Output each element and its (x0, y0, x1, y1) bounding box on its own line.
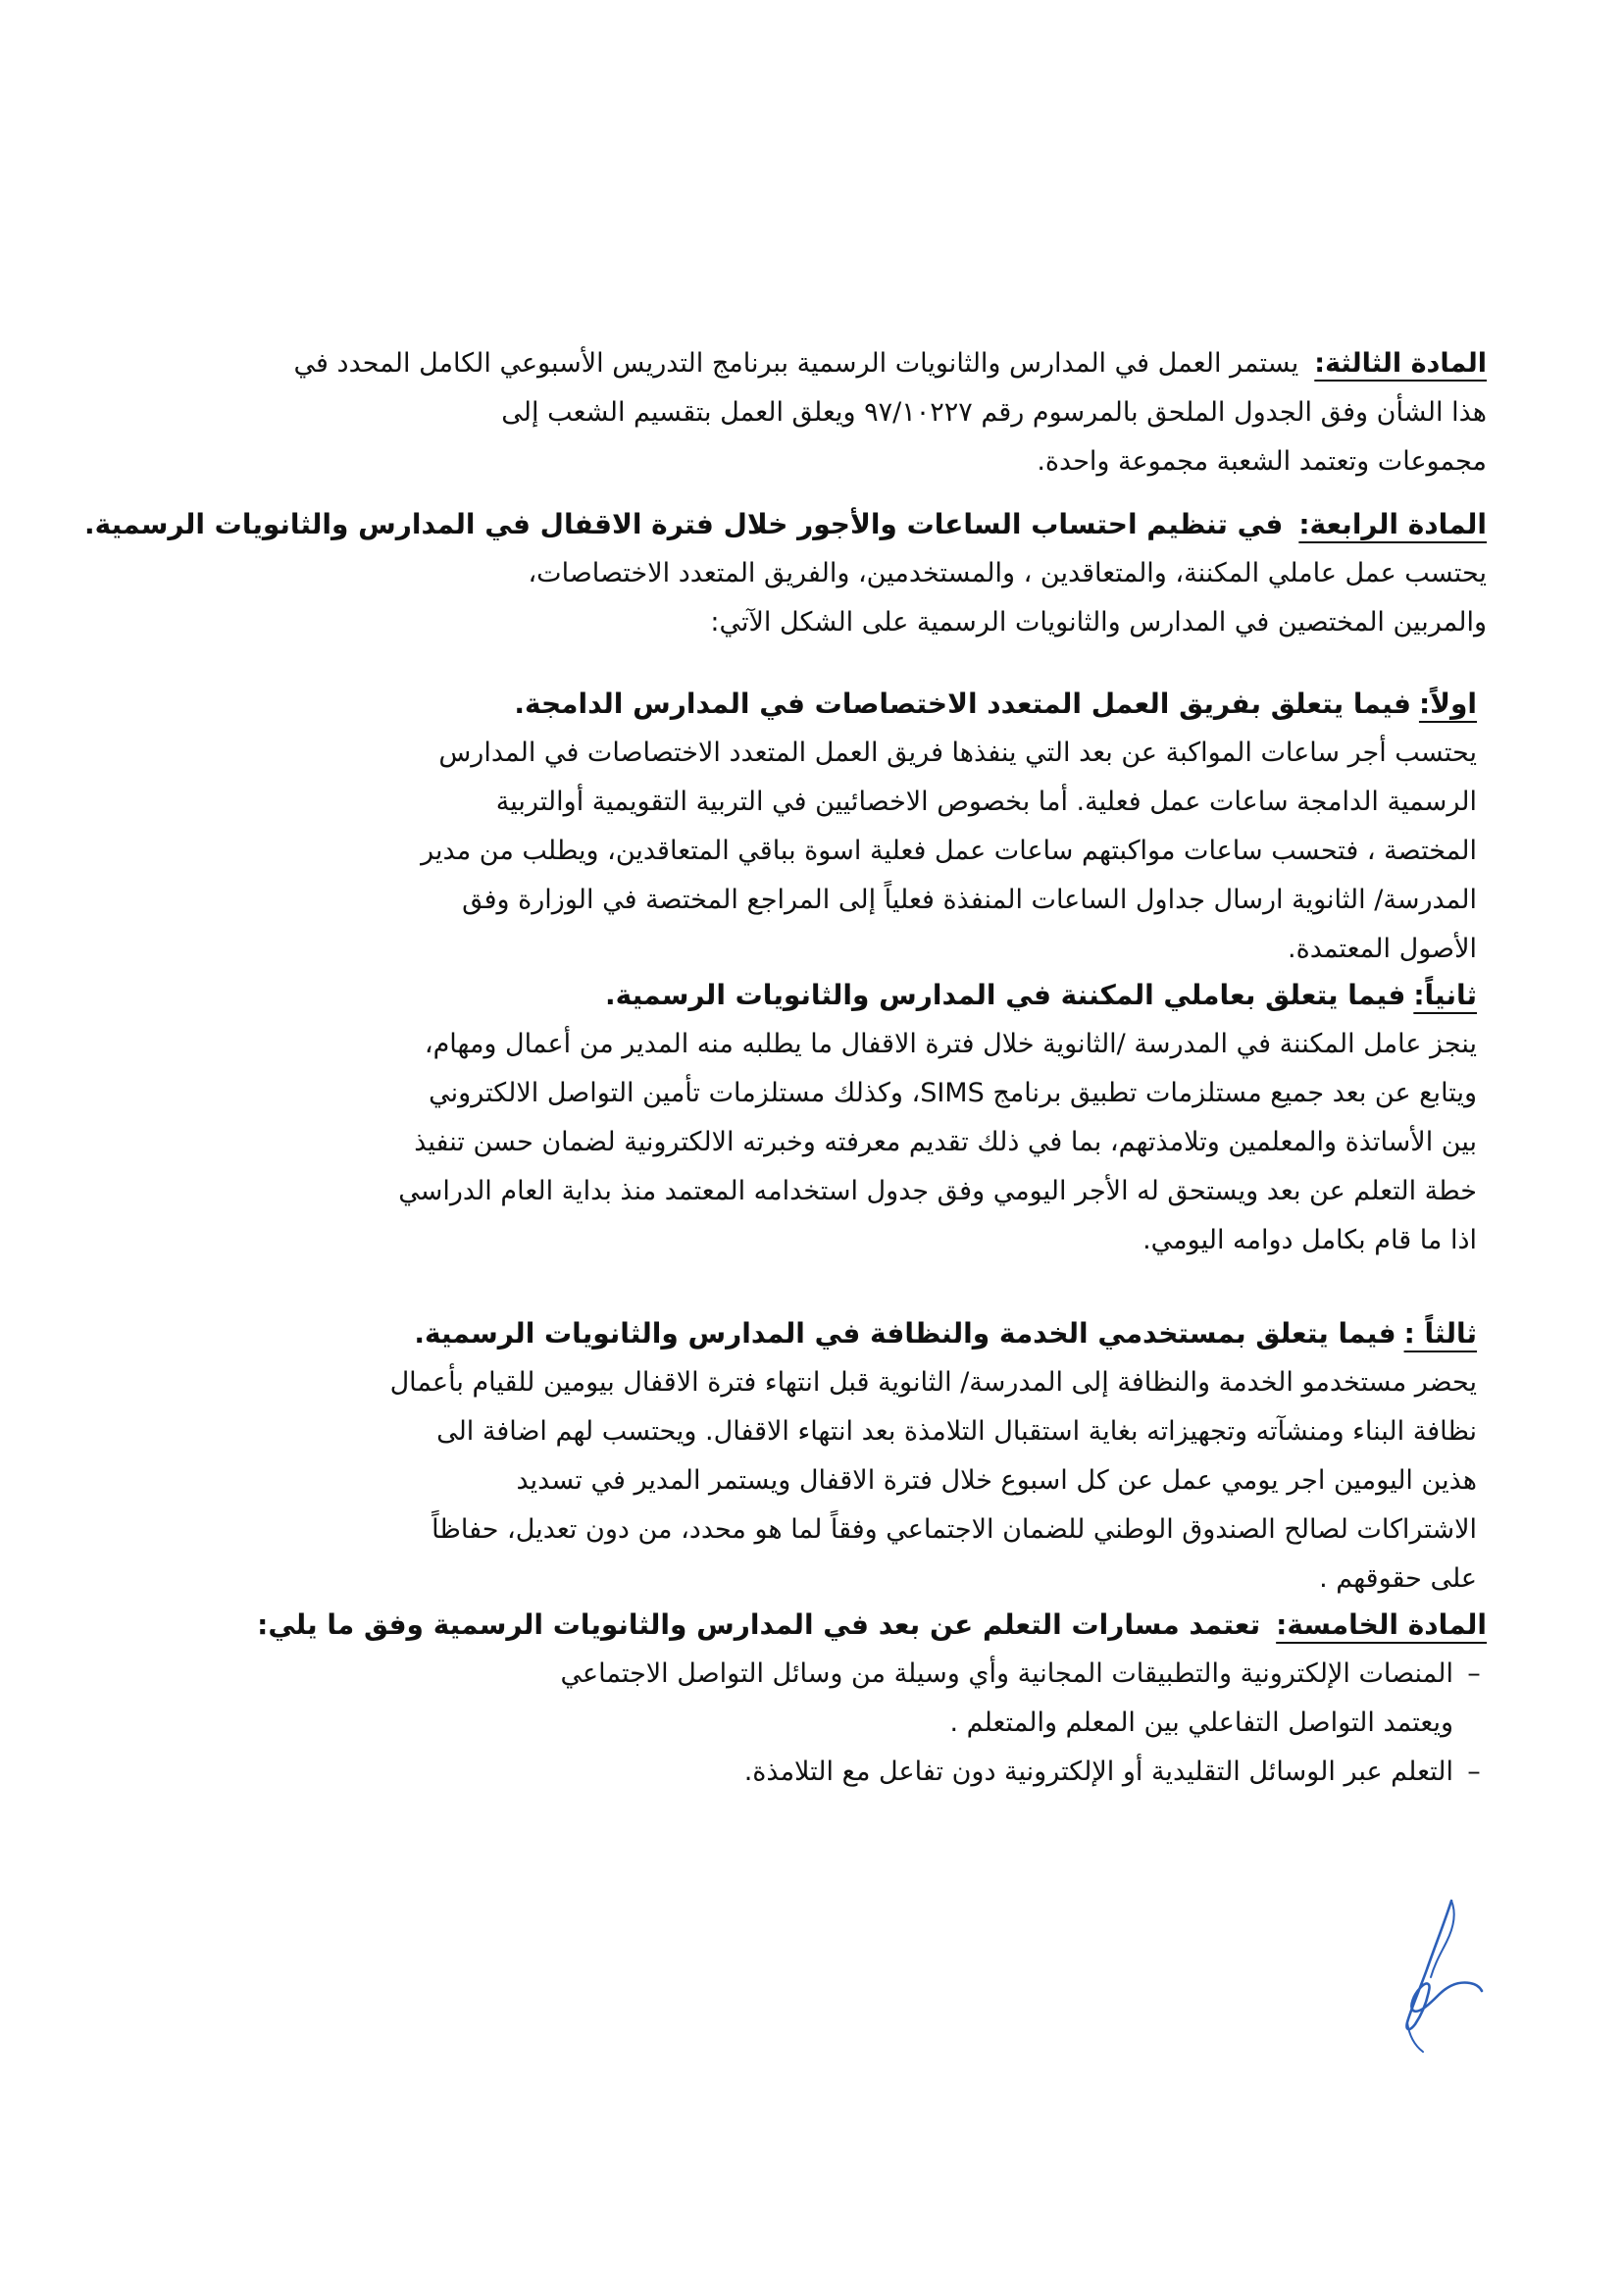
section-third-body (222, 1358, 1477, 1604)
section-first-line-5: الأصول المعتمدة. (1288, 934, 1477, 964)
article-3-label: المادة الثالثة: (1314, 348, 1487, 379)
article-5-bullet-2-text-1: التعلم عبر الوسائل التقليدية أو الإلكترونية دون تفاعل مع التلامذة. (743, 1757, 1453, 1787)
section-third-heading: فيما يتعلق بمستخدمي الخدمة والنظافة في المدارس والثانويات الرسمية. (414, 1317, 1396, 1350)
article-4-line-1: يحتسب عمل عاملي المكننة، والمتعاقدين ، والمستخدمين، والفريق المتعدد الاختصاصات، (528, 558, 1487, 588)
section-first (231, 680, 1477, 729)
section-third-line-4: الاشتراكات لصالح الصندوق الوطني للضمان الاجتماعي وفقاً لما هو محدد، من دون تعديل، حفاظاً (431, 1514, 1477, 1545)
section-second-heading: فيما يتعلق بعاملي المكننة في المدارس والثانويات الرسمية. (605, 979, 1406, 1011)
article-3-line-2: هذا الشأن وفق الجدول الملحق بالمرسوم رقم ٩٧/١٠٢٢٧ ويعلق العمل بتقسيم الشعب إلى (501, 397, 1487, 428)
section-second-label: ثانياً: (1413, 979, 1477, 1011)
section-third-label: ثالثاً : (1403, 1317, 1477, 1350)
article-5-heading: تعتمد مسارات التعلم عن بعد في المدارس والثانويات الرسمية وفق ما يلي: (257, 1608, 1261, 1641)
article-5-label: المادة الخامسة: (1276, 1608, 1487, 1641)
section-third-line-2: نظافة البناء ومنشآته وتجهيزاته بغاية استقبال التلامذة بعد انتهاء الاقفال. ويحتسب لهم اضافة الى (436, 1416, 1477, 1447)
section-third (231, 1309, 1477, 1358)
section-second-line-4: خطة التعلم عن بعد ويستحق له الأجر اليومي وفق جدول استخدامه المعتمد منذ بداية العام الدراسي (398, 1176, 1477, 1206)
article-5-bullet-1-line-2 (133, 1699, 1487, 1748)
section-first-label: اولاً: (1418, 688, 1477, 720)
article-5-bullet-1-text-1: المنصات الإلكترونية والتطبيقات المجانية وأي وسيلة من وسائل التواصل الاجتماعي (560, 1658, 1453, 1689)
bullet-dash-icon: – (1467, 1757, 1481, 1787)
section-second-body (222, 1020, 1477, 1265)
article-4 (84, 500, 1487, 647)
article-3-text-1: يستمر العمل في المدارس والثانويات الرسمية ببرنامج التدريس الأسبوعي الكامل المحدد في (293, 348, 1299, 379)
section-first-line-3: المختصة ، فتحسب ساعات مواكبتهم ساعات عمل فعلية اسوة بباقي المتعاقدين، ويطلب من مدير (421, 836, 1477, 866)
section-third-line-1: يحضر مستخدمو الخدمة والنظافة إلى المدرسة/ الثانوية قبل انتهاء فترة الاقفال بيومين للقيام بأعمال (389, 1367, 1477, 1398)
article-3-line-1 (133, 339, 1487, 388)
section-second (231, 971, 1477, 1020)
section-second-line-1: ينجز عامل المكننة في المدرسة /الثانوية خلال فترة الاقفال ما يطلبه منه المدير من أعمال ومهام، (424, 1029, 1477, 1059)
section-second-heading-row (231, 971, 1477, 1020)
section-first-heading: فيما يتعلق بفريق العمل المتعدد الاختصاصات في المدارس الدامجة. (514, 688, 1411, 720)
section-second-line-2: ويتابع عن بعد جميع مستلزمات تطبيق برنامج SIMS، وكذلك مستلزمات تأمين التواصل الالكتروني (429, 1078, 1477, 1108)
article-4-line-2: والمربين المختصين في المدارس والثانويات الرسمية على الشكل الآتي: (710, 607, 1487, 637)
article-3-line-3: مجموعات وتعتمد الشعبة مجموعة واحدة. (1037, 446, 1487, 477)
section-first-body (222, 729, 1477, 974)
bullet-dash-icon: – (1467, 1658, 1481, 1689)
article-4-label: المادة الرابعة: (1298, 508, 1487, 540)
article-5-heading-row (133, 1601, 1487, 1650)
section-second-line-3: بين الأساتذة والمعلمين وتلامذتهم، بما في ذلك تقديم معرفته وخبرته الالكترونية لضمان حسن تنفيذ (414, 1127, 1477, 1157)
section-third-line-5: على حقوقهم . (1319, 1563, 1477, 1594)
article-5 (133, 1601, 1487, 1797)
section-first-line-4: المدرسة/ الثانوية ارسال جداول الساعات المنفذة فعلياً إلى المراجع المختصة في الوزارة وفق (462, 885, 1477, 915)
article-5-bullet-1-line-1 (133, 1650, 1487, 1699)
section-first-heading-row (231, 680, 1477, 729)
section-third-line-3: هذين اليومين اجر يومي عمل عن كل اسبوع خلال فترة الاقفال ويستمر المدير في تسديد (516, 1465, 1477, 1496)
article-5-bullet-1-text-2: ويعتمد التواصل التفاعلي بين المعلم والمتعلم . (949, 1708, 1453, 1738)
signature-icon (1397, 1893, 1486, 2060)
section-third-heading-row (231, 1309, 1477, 1358)
article-4-heading: في تنظيم احتساب الساعات والأجور خلال فترة الاقفال في المدارس والثانويات الرسمية. (84, 508, 1284, 540)
article-3 (133, 339, 1487, 486)
article-5-bullet-2-line-1 (133, 1748, 1487, 1797)
section-first-line-2: الرسمية الدامجة ساعات عمل فعلية. أما بخصوص الاخصائيين في التربية التقويمية أوالتربية (495, 787, 1477, 817)
section-first-line-1: يحتسب أجر ساعات المواكبة عن بعد التي ينفذها فريق العمل المتعدد الاختصاصات في المدارس (438, 738, 1477, 768)
section-second-line-5: اذا ما قام بكامل دوامه اليومي. (1142, 1225, 1477, 1255)
article-4-heading-row (84, 500, 1487, 549)
